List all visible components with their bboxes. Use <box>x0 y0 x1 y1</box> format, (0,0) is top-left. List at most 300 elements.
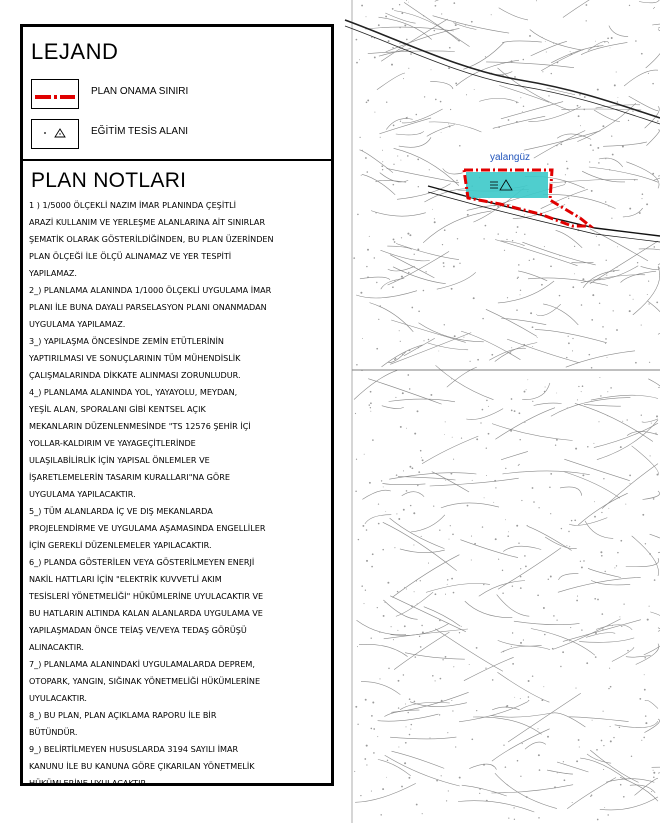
terrain-dot <box>580 125 581 126</box>
terrain-dot <box>459 632 460 633</box>
terrain-dot <box>557 772 558 773</box>
terrain-dot <box>604 807 605 808</box>
terrain-dot <box>406 726 407 727</box>
terrain-dot <box>652 83 654 85</box>
terrain-dot <box>356 459 357 460</box>
terrain-dot <box>572 286 574 288</box>
terrain-dot <box>374 257 375 258</box>
terrain-dot <box>553 43 554 44</box>
terrain-dot <box>610 726 611 727</box>
terrain-dot <box>485 668 486 669</box>
terrain-dot <box>432 209 433 210</box>
terrain-dot <box>432 675 434 677</box>
terrain-dot <box>480 422 481 423</box>
plan-note-line: PLANI İLE BUNA DAYALI PARSELASYON PLANI ONANMADAN <box>29 302 267 312</box>
terrain-dot <box>367 276 369 278</box>
terrain-dot <box>536 0 537 1</box>
red-dashed-boundary-icon <box>31 79 79 109</box>
terrain-dot <box>366 266 367 267</box>
terrain-dot <box>504 250 505 251</box>
terrain-dot <box>651 423 652 424</box>
terrain-dot <box>429 169 430 170</box>
terrain-dot <box>569 641 570 642</box>
terrain-dot <box>547 163 548 164</box>
terrain-dot <box>474 543 476 545</box>
terrain-dot <box>524 422 525 423</box>
terrain-dot <box>584 109 586 111</box>
terrain-dot <box>486 400 488 402</box>
terrain-dot <box>538 754 540 756</box>
terrain-dot <box>512 663 514 665</box>
terrain-dot <box>524 234 525 235</box>
terrain-dot <box>592 720 593 721</box>
terrain-dot <box>520 587 522 589</box>
terrain-dot <box>606 260 607 261</box>
plan-note-line: OTOPARK, YANGIN, SIĞINAK YÖNETMELİĞİ HÜKÜMLERİNE <box>29 676 261 686</box>
terrain-dot <box>634 179 635 180</box>
terrain-dot <box>449 47 451 49</box>
terrain-dot <box>396 474 398 476</box>
terrain-dot <box>581 629 582 630</box>
terrain-dot <box>586 662 588 664</box>
terrain-dot <box>435 680 436 681</box>
terrain-dot <box>369 236 370 237</box>
terrain-dot <box>556 439 558 441</box>
terrain-dot <box>632 110 633 111</box>
terrain-dot <box>582 278 584 280</box>
terrain-dot <box>625 504 626 505</box>
terrain-dot <box>599 303 600 304</box>
terrain-dot <box>381 480 382 481</box>
terrain-dot <box>520 698 521 699</box>
terrain-dot <box>518 465 519 466</box>
terrain-dot <box>439 620 441 622</box>
terrain-dot <box>401 276 403 278</box>
terrain-dot <box>607 814 608 815</box>
terrain-dot <box>536 314 537 315</box>
terrain-dot <box>597 89 599 91</box>
plan-note-line: 8_) BU PLAN, PLAN AÇIKLAMA RAPORU İLE BİR <box>29 710 217 720</box>
terrain-dot <box>602 326 603 327</box>
plan-note-line: 5_) TÜM ALANLARDA İÇ VE DIŞ MEKANLARDA <box>29 506 213 516</box>
terrain-dot <box>520 568 521 569</box>
terrain-dot <box>581 391 582 392</box>
terrain-dot <box>592 150 593 151</box>
terrain-dot <box>398 518 400 520</box>
terrain-dot <box>364 454 365 455</box>
plan-note-line: ŞEMATİK OLARAK GÖSTERİLDİĞİNDEN, BU PLAN ÜZERİNDEN <box>29 234 274 244</box>
terrain-dot <box>628 120 629 121</box>
plan-note-line: YAPILAMAZ. <box>29 268 77 278</box>
terrain-dot <box>600 551 602 553</box>
terrain-dot <box>471 738 473 740</box>
terrain-dot <box>473 297 475 299</box>
terrain-dot <box>523 344 525 346</box>
terrain-dot <box>537 337 538 338</box>
terrain-dot <box>524 214 525 215</box>
terrain-dot <box>627 419 628 420</box>
terrain-dot <box>516 309 518 311</box>
terrain-dot <box>639 212 641 214</box>
terrain-dot <box>576 760 578 762</box>
terrain-dot <box>362 338 363 339</box>
terrain-dot <box>511 347 512 348</box>
terrain-dot <box>523 59 525 61</box>
terrain-dot <box>411 307 413 309</box>
terrain-dot <box>596 236 597 237</box>
terrain-dot <box>516 525 518 527</box>
terrain-dot <box>367 99 369 101</box>
terrain-dot <box>493 502 494 503</box>
terrain-dot <box>609 668 610 669</box>
terrain-dot <box>623 796 625 798</box>
plan-note-item <box>29 656 327 707</box>
terrain-dot <box>566 545 567 546</box>
terrain-dot <box>653 770 654 771</box>
terrain-dot <box>491 14 492 15</box>
terrain-dot <box>616 267 617 268</box>
terrain-dot <box>548 95 549 96</box>
terrain-dot <box>645 543 646 544</box>
terrain-dot <box>373 728 375 730</box>
terrain-dot <box>492 679 494 681</box>
terrain-dot <box>372 439 374 441</box>
plan-note-line: TESİSLERİ YÖNETMELİĞİ" HÜKÜMLERİNE UYULACAKTIR VE <box>29 591 264 601</box>
terrain-dot <box>532 401 533 402</box>
terrain-dot <box>560 143 562 145</box>
terrain-dot <box>393 639 394 640</box>
terrain-dot <box>474 89 475 90</box>
terrain-dot <box>439 529 440 530</box>
terrain-dot <box>453 666 454 667</box>
terrain-dot <box>421 625 422 626</box>
terrain-dot <box>367 249 369 251</box>
terrain-dot <box>476 710 477 711</box>
terrain-dot <box>498 126 500 128</box>
terrain-dot <box>445 594 446 595</box>
terrain-dot <box>418 471 420 473</box>
terrain-dot <box>560 666 561 667</box>
terrain-dot <box>418 186 419 187</box>
terrain-dot <box>507 297 508 298</box>
terrain-dot <box>657 474 659 476</box>
terrain-dot <box>528 680 530 682</box>
terrain-dot <box>528 696 530 698</box>
terrain-dot <box>450 473 452 475</box>
terrain-dot <box>418 347 419 348</box>
terrain-dot <box>512 240 513 241</box>
terrain-dot <box>603 745 604 746</box>
terrain-dot <box>598 421 599 422</box>
terrain-dot <box>611 218 612 219</box>
terrain-dot <box>511 398 513 400</box>
terrain-dot <box>520 97 521 98</box>
terrain-dot <box>651 791 652 792</box>
terrain-dot <box>354 771 355 772</box>
terrain-dot <box>507 535 509 537</box>
terrain-dot <box>431 69 432 70</box>
terrain-dot <box>417 603 418 604</box>
terrain-dot <box>378 24 380 26</box>
terrain-dot <box>364 758 366 760</box>
terrain-dot <box>459 777 461 779</box>
terrain-dot <box>376 282 377 283</box>
terrain-dot <box>581 566 583 568</box>
terrain-dot <box>414 254 415 255</box>
terrain-dot <box>603 478 604 479</box>
terrain-dot <box>571 520 572 521</box>
terrain-dot <box>374 56 376 58</box>
terrain-dot <box>543 686 544 687</box>
terrain-dot <box>601 512 602 513</box>
terrain-dot <box>471 21 473 23</box>
school-area-plan-zone[interactable] <box>466 172 548 198</box>
terrain-dot <box>410 505 411 506</box>
terrain-dot <box>648 73 649 74</box>
terrain-dot <box>394 547 395 548</box>
terrain-dot <box>417 249 419 251</box>
terrain-dot <box>453 266 455 268</box>
terrain-dot <box>406 39 408 41</box>
plan-note-line: YAPILAŞMADAN ÖNCE TEİAŞ VE/VEYA TEDAŞ GÖRÜŞÜ <box>29 625 247 635</box>
terrain-dot <box>505 468 506 469</box>
terrain-dot <box>653 498 655 500</box>
terrain-dot <box>393 164 394 165</box>
terrain-dot <box>578 386 579 387</box>
terrain-dot <box>406 0 407 1</box>
terrain-dot <box>550 473 552 475</box>
terrain-dot <box>452 533 454 535</box>
terrain-dot <box>408 2 409 3</box>
terrain-dot <box>617 552 619 554</box>
terrain-dot <box>568 531 569 532</box>
terrain-dot <box>459 263 460 264</box>
terrain-dot <box>430 737 431 738</box>
terrain-dot <box>476 438 478 440</box>
terrain-dot <box>453 2 455 4</box>
terrain-dot <box>370 391 372 393</box>
terrain-dot <box>379 632 380 633</box>
terrain-dot <box>361 585 363 587</box>
terrain-dot <box>599 377 600 378</box>
terrain-dot <box>532 326 534 328</box>
terrain-dot <box>370 402 372 404</box>
terrain-dot <box>486 448 487 449</box>
terrain-dot <box>408 349 410 351</box>
terrain-dot <box>357 646 358 647</box>
terrain-dot <box>404 625 406 627</box>
plan-note-line: YAPTIRILMASI VE SONUÇLARININ TÜM MÜHENDİSLİK <box>29 353 241 363</box>
terrain-dot <box>579 216 580 217</box>
terrain-dot <box>408 712 409 713</box>
terrain-dot <box>406 589 407 590</box>
terrain-dot <box>367 171 369 173</box>
terrain-dot <box>388 668 389 669</box>
terrain-dot <box>591 319 593 321</box>
terrain-dot <box>420 450 422 452</box>
plan-note-line: UYGULAMA YAPILACAKTIR. <box>29 489 136 499</box>
plan-note-line: YOLLAR-KALDIRIM VE YAYAGEÇİTLERİNDE <box>29 438 196 448</box>
terrain-dot <box>407 117 408 118</box>
plan-note-line: ALINACAKTIR. <box>29 642 84 652</box>
terrain-dot <box>461 437 462 438</box>
terrain-dot <box>381 165 383 167</box>
terrain-dot <box>577 596 578 597</box>
terrain-dot <box>644 674 645 675</box>
terrain-dot <box>467 505 469 507</box>
terrain-dot <box>565 174 566 175</box>
terrain-dot <box>527 379 528 380</box>
terrain-dot <box>566 357 567 358</box>
plan-note-line: BU HATLARIN ALTINDA KALAN ALANLARDA UYGULAMA VE <box>29 608 263 618</box>
terrain-dot <box>409 466 411 468</box>
terrain-dot <box>544 634 546 636</box>
terrain-dot <box>450 109 451 110</box>
terrain-dot <box>440 678 442 680</box>
terrain-dot <box>502 570 503 571</box>
terrain-dot <box>483 238 484 239</box>
terrain-dot <box>361 5 363 7</box>
terrain-dot <box>523 106 524 107</box>
terrain-dot <box>612 154 614 156</box>
terrain-dot <box>613 310 614 311</box>
terrain-dot <box>568 342 570 344</box>
terrain-dot <box>516 232 517 233</box>
terrain-dot <box>617 246 618 247</box>
terrain-dot <box>482 409 484 411</box>
plan-note-line: PROJELENDİRME VE UYGULAMA AŞAMASINDA ENGELLİLER <box>29 523 266 533</box>
terrain-dot <box>548 579 549 580</box>
terrain-dot <box>482 526 483 527</box>
terrain-dot <box>356 364 358 366</box>
terrain-dot <box>524 391 526 393</box>
terrain-dot <box>517 760 519 762</box>
terrain-dot <box>526 796 528 798</box>
terrain-dot <box>654 246 655 247</box>
terrain-dot <box>409 388 410 389</box>
terrain-dot <box>556 619 557 620</box>
terrain-dot <box>607 391 608 392</box>
terrain-dot <box>538 817 539 818</box>
terrain-dot <box>366 745 368 747</box>
terrain-dot <box>416 114 418 116</box>
terrain-dot <box>527 525 528 526</box>
terrain-dot <box>553 615 555 617</box>
terrain-dot <box>377 736 378 737</box>
terrain-dot <box>594 598 596 600</box>
plan-note-line: İŞARETLEMELERİN TASARIM KURALLARI"NA GÖRE <box>29 472 230 482</box>
terrain-dot <box>402 354 403 355</box>
terrain-dot <box>414 591 415 592</box>
terrain-dot <box>385 602 386 603</box>
terrain-dot <box>488 433 490 435</box>
cadastral-map[interactable] <box>340 0 660 823</box>
terrain-dot <box>648 281 649 282</box>
terrain-dot <box>605 571 606 572</box>
terrain-dot <box>597 599 599 601</box>
terrain-dot <box>366 101 368 103</box>
terrain-dot <box>516 121 518 123</box>
terrain-dot <box>505 519 506 520</box>
terrain-dot <box>518 464 519 465</box>
terrain-dot <box>416 804 418 806</box>
plan-note-item <box>29 384 327 503</box>
terrain-dot <box>608 206 609 207</box>
terrain-dot <box>486 800 488 802</box>
terrain-dot <box>608 508 609 509</box>
terrain-dot <box>388 40 390 42</box>
terrain-dot <box>514 819 515 820</box>
terrain-dot <box>397 591 398 592</box>
terrain-dot <box>397 155 398 156</box>
terrain-dot <box>401 786 403 788</box>
terrain-dot <box>519 412 521 414</box>
terrain-dot <box>555 445 556 446</box>
terrain-dot <box>365 590 366 591</box>
terrain-dot <box>518 264 520 266</box>
terrain-dot <box>605 201 606 202</box>
terrain-dot <box>520 290 521 291</box>
terrain-dot <box>377 607 378 608</box>
terrain-dot <box>404 762 406 764</box>
terrain-dot <box>561 528 562 529</box>
legend-divider <box>23 159 331 161</box>
plan-note-line: UYULACAKTIR. <box>29 693 87 703</box>
terrain-dot <box>517 278 518 279</box>
terrain-dot <box>572 350 573 351</box>
terrain-dot <box>421 536 422 537</box>
terrain-dot <box>550 265 552 267</box>
terrain-dot <box>586 4 588 6</box>
terrain-dot <box>412 467 414 469</box>
terrain-dot <box>589 354 591 356</box>
terrain-dot <box>451 288 453 290</box>
terrain-dot <box>629 208 631 210</box>
terrain-dot <box>643 737 645 739</box>
terrain-dot <box>435 593 437 595</box>
terrain-dot <box>642 514 644 516</box>
terrain-dot <box>646 203 648 205</box>
terrain-dot <box>366 16 367 17</box>
terrain-dot <box>559 255 560 256</box>
terrain-dot <box>583 560 584 561</box>
terrain-dot <box>602 613 604 615</box>
terrain-dot <box>396 513 397 514</box>
place-name-label: yalangüz <box>490 152 531 163</box>
terrain-dot <box>394 241 396 243</box>
terrain-dot <box>399 330 400 331</box>
terrain-dot <box>382 150 383 151</box>
terrain-dot <box>578 217 579 218</box>
terrain-dot <box>406 428 407 429</box>
terrain-dot <box>613 737 614 738</box>
terrain-dot <box>595 656 597 658</box>
terrain-dot <box>596 749 598 751</box>
terrain-dot <box>455 746 456 747</box>
terrain-dot <box>366 764 367 765</box>
terrain-dot <box>400 426 402 428</box>
terrain-dot <box>604 42 605 43</box>
terrain-dot <box>637 262 638 263</box>
terrain-dot <box>471 559 472 560</box>
terrain-dot <box>530 312 532 314</box>
terrain-dot <box>386 777 387 778</box>
terrain-dot <box>448 67 450 69</box>
terrain-dot <box>610 686 612 688</box>
terrain-dot <box>438 351 439 352</box>
terrain-dot <box>645 715 646 716</box>
terrain-dot <box>479 793 480 794</box>
